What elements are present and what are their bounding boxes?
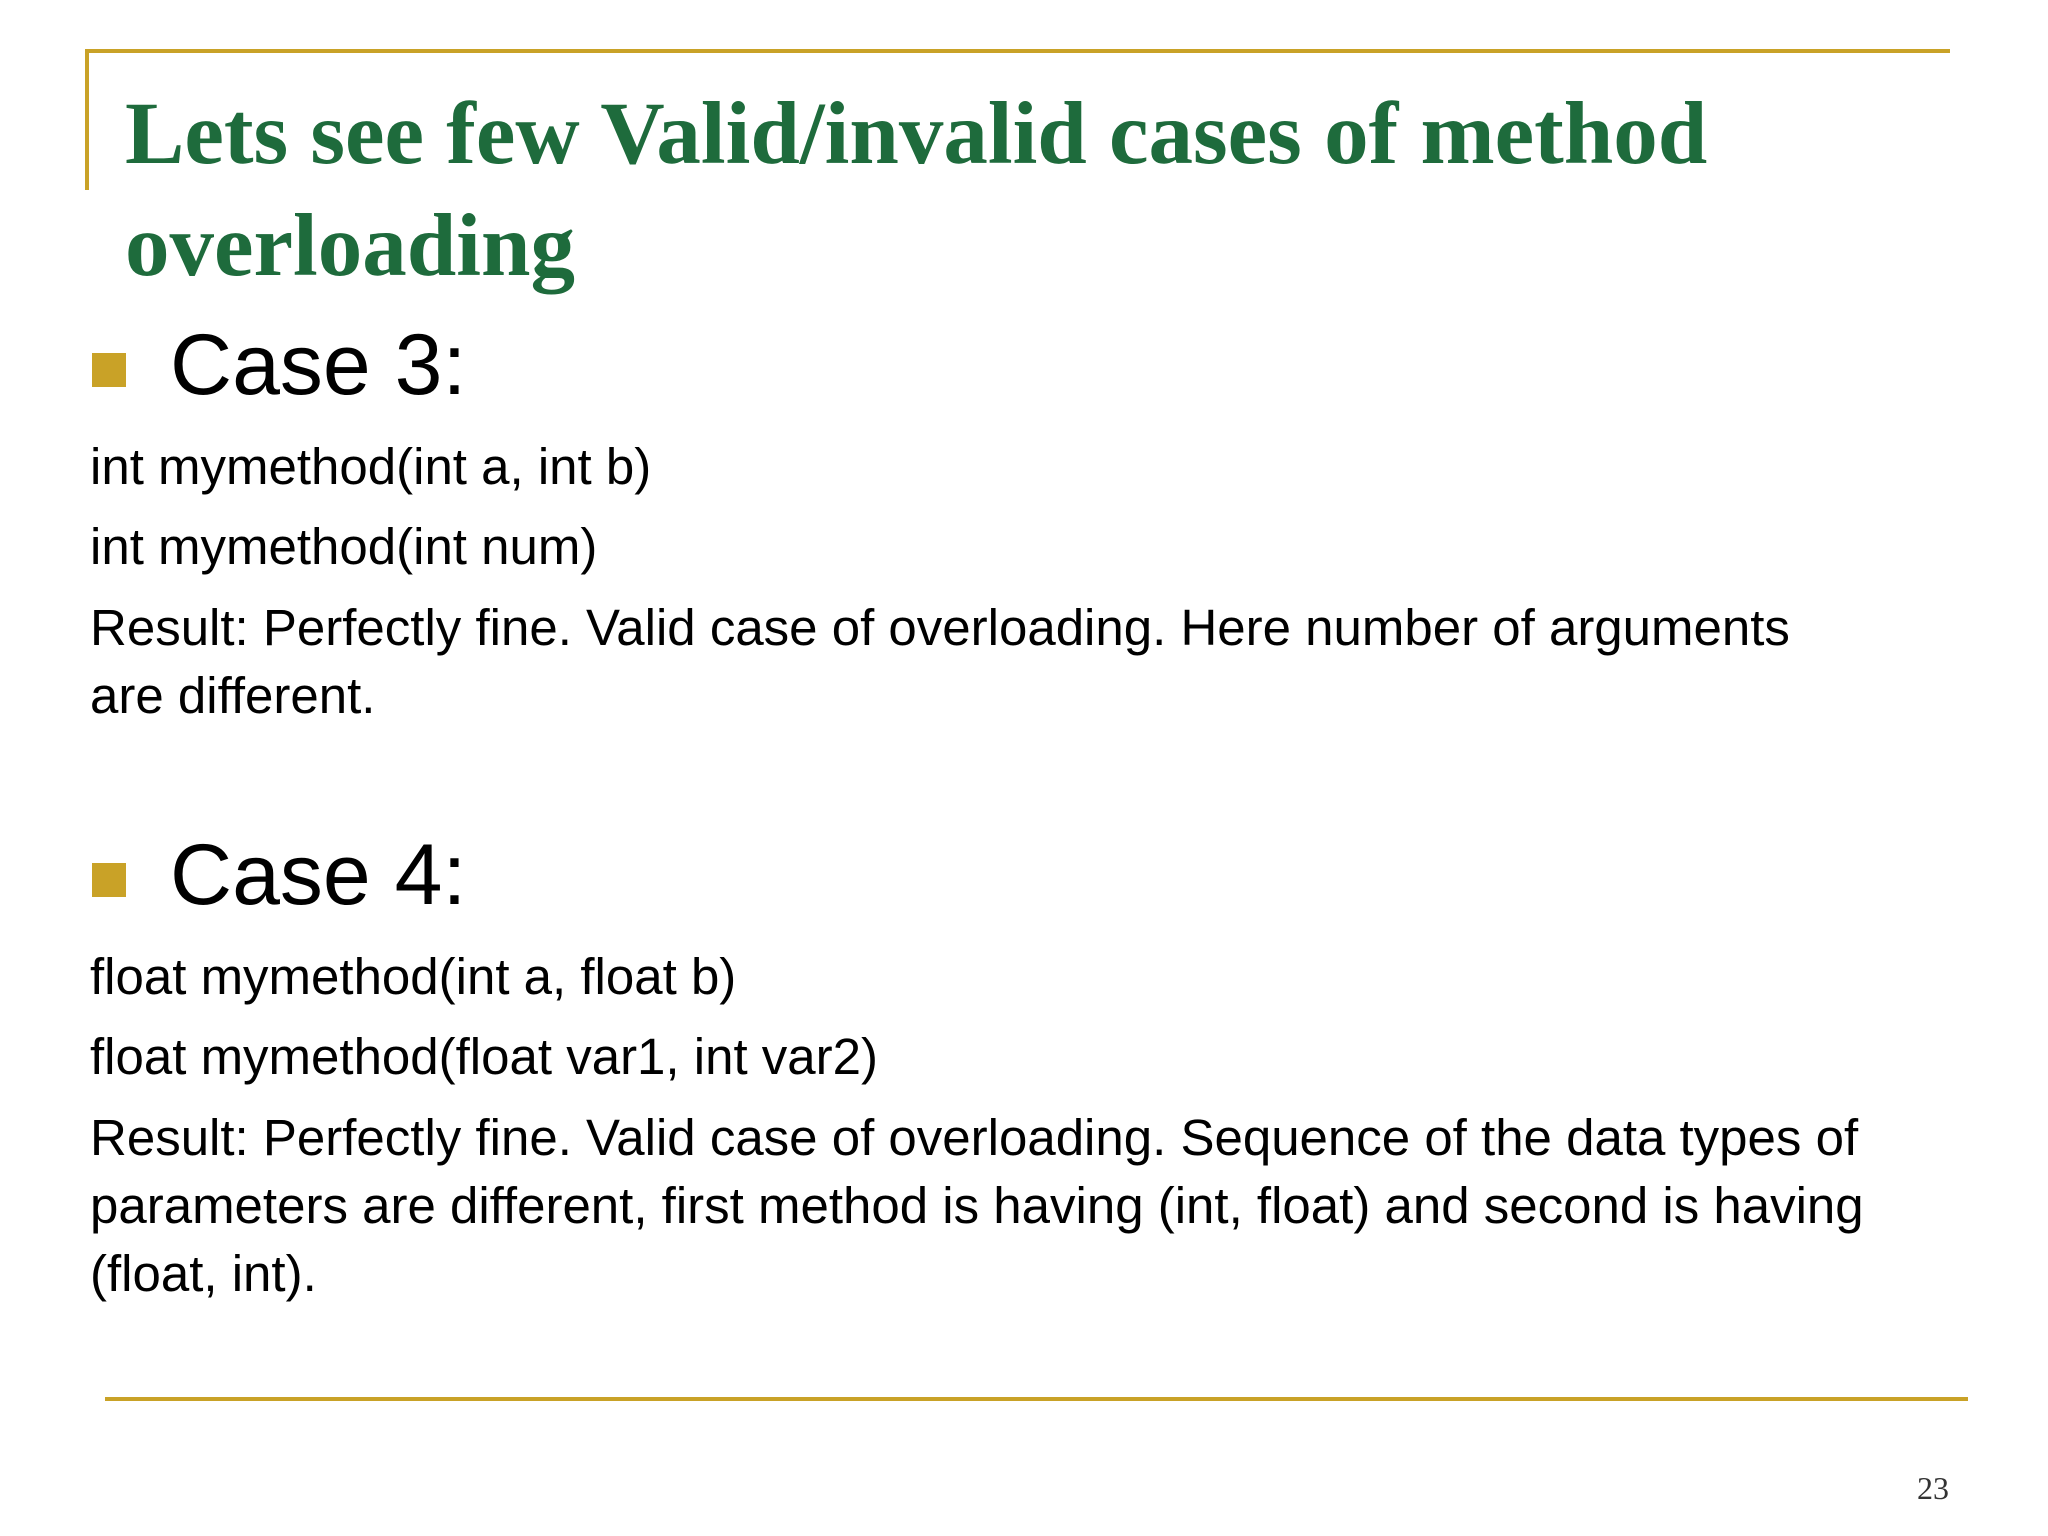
square-bullet-icon bbox=[92, 863, 126, 897]
case-3-code-line-1: int mymethod(int a, int b) bbox=[90, 438, 652, 495]
title-top-rule bbox=[85, 49, 1950, 53]
square-bullet-icon bbox=[92, 353, 126, 387]
bottom-rule bbox=[105, 1397, 1968, 1401]
case-4-code-line-2: float mymethod(float var1, int var2) bbox=[90, 1028, 878, 1085]
slide-title: Lets see few Valid/invalid cases of method overloading bbox=[125, 85, 1708, 295]
case-4-code-line-1: float mymethod(int a, float b) bbox=[90, 948, 737, 1005]
case-3-heading: Case 3: bbox=[170, 317, 467, 413]
case-4-heading: Case 4: bbox=[170, 827, 467, 923]
title-left-rule bbox=[85, 49, 89, 190]
case-4-result: Result: Perfectly fine. Valid case of overloading. Sequence of the data types of parameters are different, first method is having (int, float) and second is having (float, int). bbox=[90, 1109, 1864, 1302]
page-number: 23 bbox=[1917, 1470, 1949, 1506]
case-3-result: Result: Perfectly fine. Valid case of overloading. Here number of arguments are different. bbox=[90, 599, 1790, 724]
case-3-code-line-2: int mymethod(int num) bbox=[90, 518, 598, 575]
